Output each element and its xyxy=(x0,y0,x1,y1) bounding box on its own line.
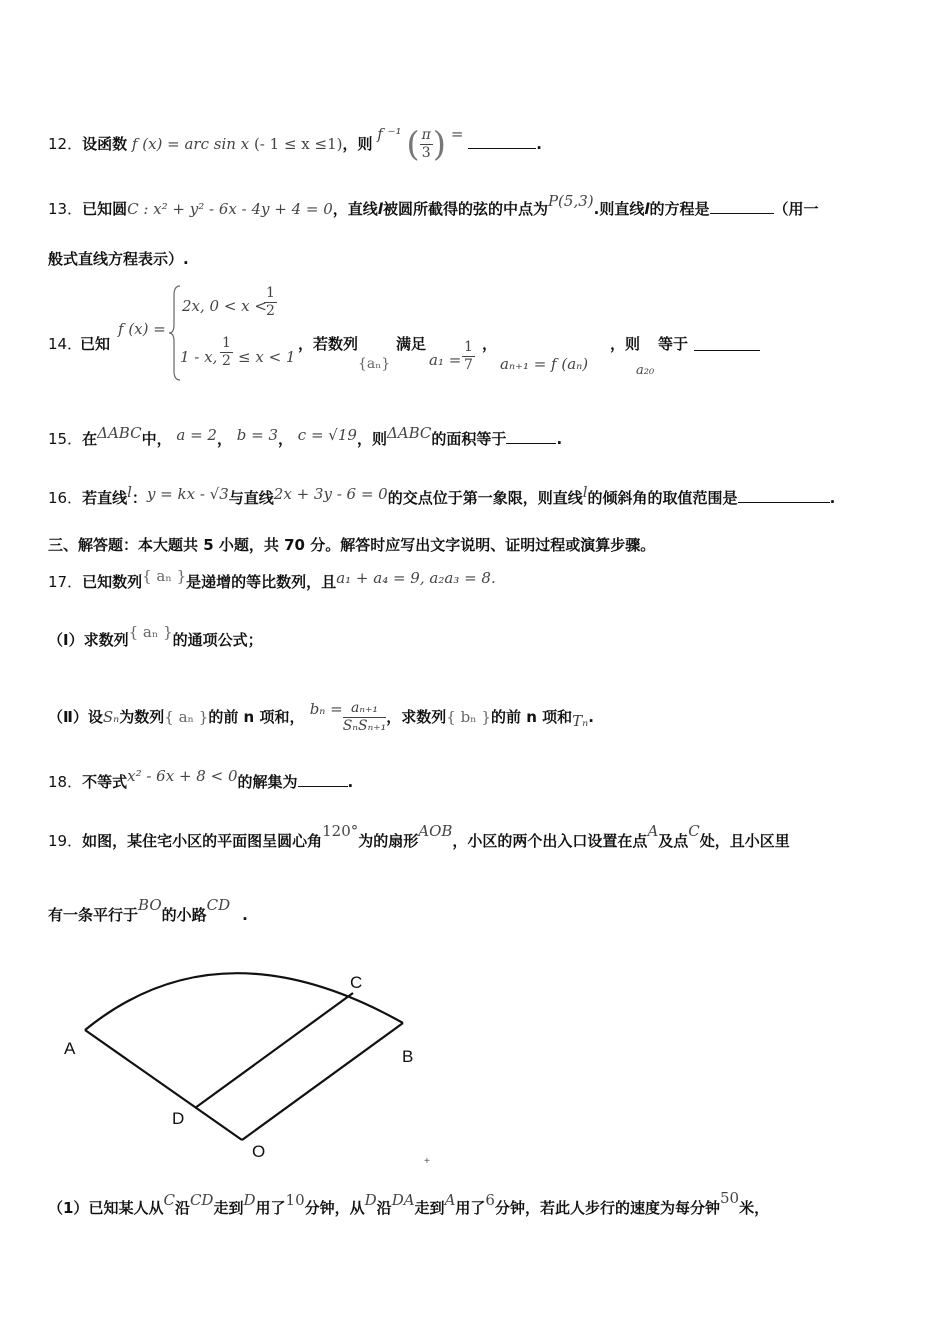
radius-ob xyxy=(242,1023,403,1140)
q19-part-1 xyxy=(48,1189,770,1218)
q19-text-5: 处，且小区里 xyxy=(699,832,790,850)
q17-part-2-label: （Ⅱ）设 xyxy=(48,708,103,726)
q19-part-1-d: D xyxy=(243,1191,256,1209)
q13-text-6: （用一 xyxy=(773,200,819,218)
q19-part-1-text-7: 走到 xyxy=(414,1199,445,1217)
q15-side-a: a = 2 xyxy=(176,426,217,444)
q12-paren-right: ) xyxy=(432,124,447,165)
q16-equation-2: 2x + 3y - 6 = 0 xyxy=(273,485,388,503)
q19-line-2-text-2: 的小路 xyxy=(161,906,207,924)
q17-bn: bₙ = xyxy=(309,700,343,718)
q18-text-1: 不等式 xyxy=(82,773,128,791)
question-16 xyxy=(48,483,836,508)
q12-end: . xyxy=(536,135,542,153)
q15-text-2: 中， xyxy=(141,430,172,448)
q14-text-6: 等于 xyxy=(658,335,689,353)
q19-text-1: 如图，某住宅小区的平面图呈圆心角 xyxy=(82,832,323,850)
q12-text-1: 设函数 xyxy=(82,135,128,153)
q14-answer-blank[interactable] xyxy=(694,336,760,351)
q12-inverse: f ⁻¹ xyxy=(377,125,402,143)
q13-text-1: 已知圆 xyxy=(82,200,128,218)
q17-end: . xyxy=(588,708,594,726)
q19-part-1-c: C xyxy=(163,1191,175,1209)
q14-brace xyxy=(168,283,182,383)
q12-domain: (- 1 ≤ x ≤1) xyxy=(253,135,343,153)
q13-line-l-2: l xyxy=(644,200,650,218)
q15-answer-blank[interactable] xyxy=(506,429,556,444)
question-18 xyxy=(48,767,354,792)
q17-number: 17． xyxy=(48,573,83,591)
q14-a1: a₁ = xyxy=(429,351,462,369)
q12-number: 12． xyxy=(48,135,83,153)
q15-sep-1: ， xyxy=(216,430,232,448)
q18-inequality: x² - 6x + 8 < 0 xyxy=(127,767,238,785)
q13-line-2: 般式直线方程表示）. xyxy=(48,250,189,268)
q14-case-2-fraction: $\frac{1}{2}$ xyxy=(222,335,231,369)
q14-text-4: ， xyxy=(482,335,498,353)
q15-end: . xyxy=(556,430,563,448)
q19-point-c: C xyxy=(688,822,700,840)
q17-part-2-b-sequence: { bₙ } xyxy=(446,708,491,726)
q16-equation-1: y = kx - √3 xyxy=(146,485,229,503)
radius-ao xyxy=(85,1030,242,1140)
q19-number: 19． xyxy=(48,832,83,850)
q19-text-4: 及点 xyxy=(658,832,689,850)
q17-part-1-sequence: { aₙ } xyxy=(128,623,173,641)
q14-case-2a: 1 - x, xyxy=(180,348,218,366)
q14-case-1-fraction: $\frac{1}{2}$ xyxy=(266,285,275,319)
q19-line-2-text-1: 有一条平行于 xyxy=(48,906,139,924)
q15-triangle-2: ΔABC xyxy=(386,424,432,442)
q19-angle: 120° xyxy=(322,822,359,840)
q19-text-2: 为的扇形 xyxy=(358,832,419,850)
q13-text-5: 的方程是 xyxy=(649,200,710,218)
q17-bn-fraction: $\frac{\text{aₙ₊₁}}{\text{SₙSₙ₊₁}}$ xyxy=(342,700,387,734)
q14-number: 14． xyxy=(48,335,83,353)
q19-cd: CD xyxy=(206,896,231,914)
label-d: D xyxy=(172,1109,185,1128)
q16-answer-blank[interactable] xyxy=(738,488,830,503)
q19-text-3: ，小区的两个出入口设置在点 xyxy=(452,832,648,850)
q13-text-2: ，直线 xyxy=(332,200,378,218)
q14-case-1: 2x, 0 < x < xyxy=(182,297,267,315)
q12-text-2: ，则 xyxy=(342,135,373,153)
q13-point: P(5,3) xyxy=(547,192,594,210)
q16-colon: ： xyxy=(131,489,147,507)
q14-fx: f (x) = xyxy=(118,320,166,338)
q15-triangle: ΔABC xyxy=(97,424,142,442)
q13-line-l: l xyxy=(377,200,383,218)
q18-text-2: 的解集为 xyxy=(237,773,298,791)
q17-tn: Tₙ xyxy=(572,712,589,730)
q16-line-l: l xyxy=(127,483,132,501)
q12-equals: = xyxy=(450,125,464,143)
q19-part-1-label: （1） xyxy=(48,1199,89,1217)
q17-part-2-text-3: ，求数列 xyxy=(386,708,447,726)
q13-circle-equation: C : x² + y² - 6x - 4y + 4 = 0 xyxy=(127,200,333,218)
q17-part-2-sequence: { aₙ } xyxy=(164,708,209,726)
q17-part-1-text: 的通项公式； xyxy=(172,631,263,649)
q12-paren-left: ( xyxy=(406,124,420,165)
q17-sn: Sₙ xyxy=(102,708,120,726)
q17-conditions: a₁ + a₄ = 9, a₂a₃ = 8. xyxy=(336,569,496,587)
q18-end: . xyxy=(347,773,354,791)
q15-side-c: c = √19 xyxy=(297,426,357,444)
label-b: B xyxy=(402,1047,414,1066)
q17-part-2-text-4: 的前 n 项和 xyxy=(490,708,573,726)
q19-sector-figure xyxy=(0,940,950,1180)
q14-a1-fraction: $\frac{1}{7}$ xyxy=(464,339,473,373)
q15-text-4: 的面积等于 xyxy=(431,430,507,448)
q19-part-1-six: 6 xyxy=(485,1191,495,1209)
q17-part-2-text-1: 为数列 xyxy=(119,708,165,726)
label-o: O xyxy=(252,1142,266,1161)
q17-part-2-text-2: 的前 n 项和， xyxy=(208,708,305,726)
q19-part-1-a: A xyxy=(444,1191,456,1209)
q14-text-5: ，则 xyxy=(610,335,641,353)
q12-answer-blank[interactable] xyxy=(468,134,536,149)
label-a: A xyxy=(64,1039,76,1058)
q14-sequence: {aₙ} xyxy=(358,356,391,372)
q18-answer-blank[interactable] xyxy=(298,772,348,787)
question-14 xyxy=(48,283,908,383)
q17-part-1 xyxy=(48,623,263,650)
path-cd xyxy=(195,993,353,1108)
section-3-heading: 三、解答题：本大题共 5 小题，共 70 分。解答时应写出文字说明、证明过程或演算步骤。 xyxy=(48,536,656,554)
q18-number: 18． xyxy=(48,773,83,791)
q16-line-l-2: l xyxy=(582,483,588,501)
q19-part-1-d-2: D xyxy=(364,1191,377,1209)
question-15 xyxy=(48,424,563,449)
q19-part-1-text-10: 米， xyxy=(739,1199,770,1217)
q15-number: 15． xyxy=(48,430,83,448)
q13-number: 13． xyxy=(48,200,83,218)
q19-part-1-text-3: 走到 xyxy=(213,1199,244,1217)
q16-end: . xyxy=(829,489,836,507)
q19-part-1-fifty: 50 xyxy=(719,1189,740,1207)
q14-recurrence: aₙ₊₁ = f (aₙ) xyxy=(500,355,589,373)
q19-part-1-text-1: 已知某人从 xyxy=(88,1199,164,1217)
q17-sequence: { aₙ } xyxy=(142,567,187,585)
q15-side-b: b = 3 xyxy=(236,426,278,444)
q12-fraction: $\frac{\pi}{3}$ xyxy=(421,127,431,161)
question-12 xyxy=(48,124,542,165)
q19-part-1-ten: 10 xyxy=(285,1191,305,1209)
q19-part-1-text-4: 用了 xyxy=(255,1199,286,1217)
q19-line-2-end: . xyxy=(242,906,248,924)
q15-text-3: ，则 xyxy=(356,430,387,448)
q16-number: 16． xyxy=(48,489,83,507)
question-13 xyxy=(48,192,819,219)
q19-part-1-text-2: 沿 xyxy=(174,1199,190,1217)
q14-text-1: 已知 xyxy=(80,335,111,353)
q19-part-1-cd: CD xyxy=(189,1191,214,1209)
q15-sep-2: ， xyxy=(278,430,294,448)
q13-text-3: 被圆所截得的弦的中点为 xyxy=(382,200,548,218)
q17-part-1-label: （Ⅰ）求数列 xyxy=(48,631,129,649)
q16-text-2: 与直线 xyxy=(228,489,274,507)
q13-text-4: .则直线 xyxy=(593,200,645,218)
q16-text-3: 的交点位于第一象限，则直线 xyxy=(387,489,583,507)
q12-function: f (x) = arc sin x xyxy=(131,135,250,153)
q19-part-1-da: DA xyxy=(391,1191,415,1209)
q15-text-1: 在 xyxy=(82,430,98,448)
q19-part-1-text-8: 用了 xyxy=(455,1199,486,1217)
q14-a20: a₂₀ xyxy=(636,363,655,378)
q19-line-2 xyxy=(48,896,248,925)
q19-sector: AOB xyxy=(418,822,453,840)
label-c: C xyxy=(350,973,363,992)
q19-part-1-text-9: 分钟，若此人步行的速度为每分钟 xyxy=(494,1199,720,1217)
figure-mark: + xyxy=(424,1156,430,1167)
q19-point-a: A xyxy=(647,822,659,840)
q14-case-2b: ≤ x < 1 xyxy=(238,348,296,366)
q14-text-3: 满足 xyxy=(396,335,427,353)
question-19 xyxy=(48,822,790,851)
q17-part-2 xyxy=(48,700,594,735)
q17-text-2: 是递增的等比数列，且 xyxy=(186,573,337,591)
question-17 xyxy=(48,567,496,592)
q16-text-4: 的倾斜角的取值范围是 xyxy=(587,489,738,507)
q19-part-1-text-6: 沿 xyxy=(376,1199,392,1217)
q13-answer-blank[interactable] xyxy=(710,199,774,214)
q16-text-1: 若直线 xyxy=(82,489,128,507)
q14-text-2: ，若数列 xyxy=(298,335,359,353)
q17-text-1: 已知数列 xyxy=(82,573,143,591)
q19-bo: BO xyxy=(138,896,162,914)
q19-part-1-text-5: 分钟，从 xyxy=(304,1199,365,1217)
